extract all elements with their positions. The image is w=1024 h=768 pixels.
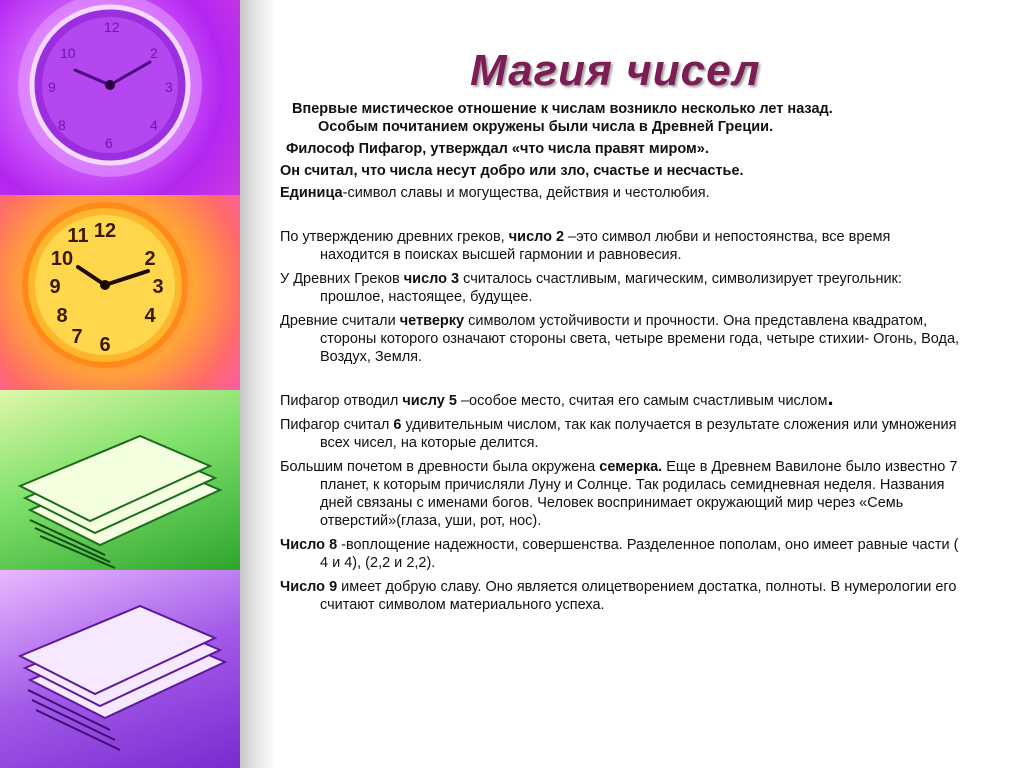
svg-text:12: 12 [93,220,117,242]
violet-papers-image [0,570,240,768]
term-unit: Единица [280,185,343,201]
svg-text:8: 8 [58,117,66,133]
intro-block [280,100,962,180]
svg-text:6: 6 [105,135,113,151]
svg-text:3: 3 [152,276,164,298]
paragraph-number-1 [280,184,962,202]
svg-text:11: 11 [67,225,89,247]
term-number-4: четверку [399,313,465,329]
clock-icon [0,195,240,390]
svg-text:4: 4 [144,305,156,327]
svg-text:9: 9 [49,276,61,298]
paragraph-number-2 [280,228,962,264]
green-papers-image [0,390,240,570]
svg-text:2: 2 [144,248,156,270]
text-segment: –это символ любви и непостоянства, все время находится в поисках высшей гармонии и равновесия. [320,229,891,263]
text-segment: Еще в Древнем Вавилоне было известно 7 планет, к которым причисляли Луну и Солнце. Так родилась семидневная неделя. Названия дней связаны с именами богов. Человек воспринимает окружающий мир через «Семь отверстий»(глаза, уши, рот, нос). [320,459,958,529]
paragraph-number-5 [280,385,962,410]
term-number-7: семерка. [599,459,663,475]
term-number-2: число 2 [508,229,565,245]
papers-icon [0,390,240,570]
term-number-3: число 3 [403,271,460,287]
page-title: Магия чисел [470,46,761,95]
text-segment: –особое место, считая его самым счастливым числом [456,393,828,409]
svg-text:12: 12 [104,19,120,35]
svg-text:6: 6 [99,334,111,356]
paragraph-number-7 [280,458,962,530]
text-segment: имеет добрую славу. Оно является олицетворением достатка, полноты. В нумерологии его считают символом материального успеха. [320,579,957,613]
text-unit: -символ славы и могущества, действия и честолюбия. [342,185,710,201]
text-segment: По утверждению древних греков, [280,229,509,245]
paragraph-number-6 [280,416,962,452]
text-segment: -воплощение надежности, совершенства. Разделенное пополам, оно имеет равные части ( 4 и 4), (2,2 и 2,2). [320,537,959,571]
svg-text:9: 9 [48,79,56,95]
text-segment: Пифагор отводил [280,393,403,409]
intro-line-2: Особым почитанием окружены были числа в Древней Греции. [318,119,774,135]
term-number-5: числу 5 [402,393,457,409]
svg-text:7: 7 [71,326,83,348]
text-segment: Большим почетом в древности была окружена [280,459,600,475]
svg-text:2: 2 [150,45,158,61]
text-segment: У Древних Греков [280,271,404,287]
text-segment: символом устойчивости и прочности. Она представлена квадратом, стороны которого означают стороны света, четыре времени года, четыре стихии- Огонь, Вода, Воздух, Земля. [320,313,960,365]
purple-clock-image [0,0,240,195]
paragraph-number-4 [280,312,962,366]
svg-text:10: 10 [50,248,74,270]
svg-text:4: 4 [150,117,158,133]
intro-line-1: Впервые мистическое отношение к числам возникло несколько лет назад. [292,101,833,117]
term-number-6: 6 [393,417,402,433]
clock-icon [0,0,240,195]
text-segment: считалось счастливым, магическим, символизирует треугольник: прошлое, настоящее, будущее. [320,271,902,305]
svg-text:3: 3 [165,79,173,95]
text-segment: удивительным числом, так как получается в результате сложения или умножения всех чисел, на которые делится. [320,417,957,451]
text-segment: Пифагор считал [280,417,394,433]
content-body [280,100,962,614]
term-number-9: Число 9 [280,579,338,595]
intro-line-3: Философ Пифагор, утверждал «что числа правят миром». [286,141,709,157]
paragraph-number-3 [280,270,962,306]
orange-clock-image [0,195,240,390]
svg-text:10: 10 [60,45,76,61]
strip-shadow [240,0,276,768]
paragraph-number-9 [280,578,962,614]
text-segment: . [827,385,834,410]
text-segment: Древние считали [280,313,400,329]
decorative-image-strip [0,0,240,768]
papers-icon [0,570,240,768]
term-number-8: Число 8 [280,537,338,553]
paragraph-number-8 [280,536,962,572]
svg-text:8: 8 [56,305,68,327]
intro-line-4: Он считал, что числа несут добро или зло, счастье и несчастье. [280,163,744,179]
